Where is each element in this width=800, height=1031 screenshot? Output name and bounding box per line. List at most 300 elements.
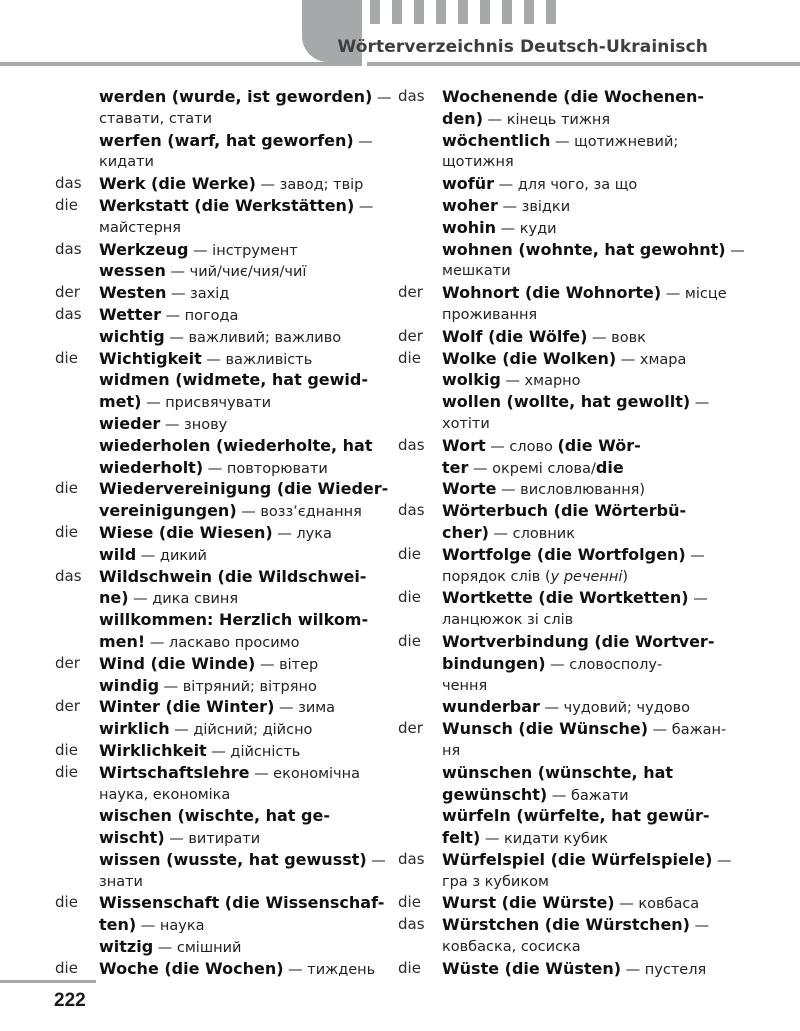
translation: ковбаска, сосиска [442, 939, 581, 956]
headword: Wurst (die Würste) [442, 893, 615, 913]
entry-text [99, 86, 396, 108]
article-label [55, 326, 99, 348]
article-label [55, 827, 99, 849]
entry-line [398, 195, 728, 217]
entry-line [398, 827, 728, 849]
entry-text [442, 239, 745, 261]
translation: — повторювати [203, 460, 328, 477]
article-label [398, 762, 442, 784]
entry-line [55, 762, 385, 784]
entry-line [398, 762, 728, 784]
entry-line [55, 871, 385, 893]
headword: Würfelspiel (die Würfelspiele) [442, 849, 713, 869]
entry-text [99, 195, 373, 217]
translation: — ковбаса [614, 896, 700, 913]
entry-line [55, 304, 385, 326]
translation: — смішний [153, 940, 242, 957]
translation: — окремі слова/ [468, 460, 596, 477]
translation: — зима [274, 700, 336, 717]
entry-line [398, 849, 732, 871]
article-label [398, 478, 442, 500]
headword: den) [442, 108, 484, 128]
headword: wohnen (wohnte, hat gewohnt) [442, 239, 726, 259]
entry-text [442, 653, 662, 675]
entry-text [99, 260, 306, 282]
headword: Wetter [99, 304, 161, 324]
entry-line [55, 566, 385, 588]
translation: — тиждень [283, 961, 376, 978]
headword: Werkzeug [99, 239, 189, 259]
entry-text [99, 892, 384, 914]
headword: men! [99, 631, 146, 651]
headword: windig [99, 675, 160, 695]
article-label [55, 805, 99, 827]
translation: — [725, 242, 745, 259]
article-label: das [55, 239, 82, 258]
headword: wünschen (wünschte, hat [442, 762, 674, 782]
entry-line [398, 260, 728, 282]
article-label: die [55, 522, 78, 541]
translation: — витирати [164, 831, 261, 848]
entry-text [99, 326, 341, 348]
article-label [398, 130, 442, 152]
entry-text [442, 304, 537, 326]
entry-line [398, 544, 728, 566]
translation: — [712, 852, 732, 869]
entry-text [99, 609, 368, 631]
entry-line [55, 195, 385, 217]
entry-line [55, 108, 385, 130]
headword: wirklich [99, 719, 170, 739]
article-label: das [55, 566, 82, 585]
translation: проживання [442, 306, 538, 323]
translation: — важливість [201, 351, 313, 368]
entry-line [55, 849, 385, 871]
entry-line [55, 260, 385, 282]
article-label: die [398, 348, 421, 367]
article-label: die [398, 958, 421, 977]
translation: — [688, 591, 708, 608]
entry-line [398, 566, 728, 588]
entry-text [442, 544, 705, 566]
translation: ставати, стати [99, 110, 212, 127]
translation: — чий/чиє/чия/чиї [165, 264, 307, 281]
headword: cher) [442, 522, 489, 542]
article-label [398, 936, 442, 958]
article-label: die [55, 195, 78, 214]
entry-line [55, 151, 385, 173]
entry-text [99, 631, 300, 653]
entry-text [99, 478, 388, 500]
translation: — чудовий; чудово [539, 700, 691, 717]
article-label: die [398, 588, 421, 607]
entry-text [99, 871, 143, 893]
translation: порядок слів ( [442, 568, 551, 585]
headword: Wörterbuch (die Wörterbü- [442, 501, 687, 521]
entry-line [398, 914, 728, 936]
entry-text [442, 762, 673, 784]
entry-text [442, 413, 490, 435]
translation: — дійсність [206, 743, 301, 760]
translation: щотижня [442, 154, 514, 171]
article-label [55, 86, 99, 108]
headword: wieder [99, 413, 161, 433]
article-label: der [55, 653, 80, 672]
entry-line [398, 522, 728, 544]
entry-line [55, 784, 385, 806]
headword: Wochenende (die Wochenen- [442, 87, 705, 106]
article-label [398, 391, 442, 413]
entry-line [55, 653, 385, 675]
entry-text [442, 391, 709, 413]
entry-text [442, 326, 646, 348]
entry-text [442, 718, 726, 740]
headword: Wildschwein (die Wildschwei- [99, 566, 367, 586]
headword: ten) [99, 915, 137, 935]
entry-line [398, 130, 728, 152]
translation: — ласкаво просимо [145, 634, 300, 651]
header-rule-right [367, 62, 800, 66]
entry-text [99, 522, 332, 544]
entry-line [55, 958, 385, 980]
translation: — висловлювання) [496, 482, 646, 499]
entry-text [99, 304, 238, 326]
entry-text [99, 587, 238, 609]
entry-line [55, 457, 385, 479]
headword: woher [442, 195, 498, 215]
article-label: das [398, 849, 425, 868]
translation: — [354, 198, 374, 215]
entry-text [442, 173, 637, 195]
translation: ланцюжок зі слів [442, 612, 574, 629]
headword: felt) [442, 828, 481, 848]
article-label [55, 108, 99, 130]
headword: Würstchen (die Würstchen) [442, 915, 690, 935]
headword: wiederholt) [99, 457, 204, 477]
headword: wiederholen (wiederholte, hat [99, 435, 373, 455]
entry-line [55, 478, 389, 500]
translation: — погода [160, 307, 239, 324]
translation: — возз’єднання [236, 504, 362, 521]
translation: — бажан- [648, 722, 727, 739]
entry-line [55, 130, 385, 152]
entry-line [398, 784, 728, 806]
headword: würfeln (würfelte, hat gewür- [442, 806, 710, 826]
headword: Wortkette (die Wortketten) [442, 588, 689, 608]
entry-text [99, 435, 372, 457]
article-label [55, 151, 99, 173]
entry-line [55, 369, 385, 391]
article-label: das [398, 501, 425, 520]
article-label: die [398, 631, 421, 650]
headword: willkommen: Herzlich wilkom- [99, 610, 369, 630]
article-label [55, 718, 99, 740]
translation: кидати [99, 154, 154, 171]
article-label [398, 740, 442, 762]
headword: ter [442, 457, 469, 477]
entry-line [55, 827, 385, 849]
headword: wild [99, 544, 137, 564]
article-label [398, 260, 442, 282]
translation: — вітер [255, 656, 319, 673]
headword: Wirtschaftslehre [99, 762, 250, 782]
entry-text [99, 718, 312, 740]
entry-text [99, 457, 328, 479]
article-label [398, 566, 442, 588]
headword: ne) [99, 588, 129, 608]
headword: (die Wör- [557, 435, 641, 455]
article-label [55, 914, 99, 936]
entry-text [442, 631, 714, 653]
translation: — дійсний; дійсно [169, 722, 313, 739]
entry-text [99, 500, 362, 522]
translation: — кидати кубик [480, 831, 609, 848]
translation: — [372, 90, 397, 106]
entry-text [99, 391, 271, 413]
headword: Worte [442, 479, 497, 499]
article-label [55, 784, 99, 806]
entry-text [99, 282, 229, 304]
entry-text [442, 805, 710, 827]
headword: wichtig [99, 326, 165, 346]
entry-text [99, 413, 227, 435]
translation: — дикий [136, 547, 207, 564]
entry-text [99, 217, 181, 239]
translation: — дика свиня [128, 591, 239, 608]
article-label [55, 587, 99, 609]
entry-line [55, 500, 385, 522]
article-label [55, 544, 99, 566]
entry-line [55, 326, 385, 348]
entry-text [442, 478, 645, 500]
article-label [55, 391, 99, 413]
entry-text [99, 130, 373, 152]
entry-line [55, 740, 385, 762]
entry-line [398, 936, 728, 958]
entry-line [398, 587, 728, 609]
headword: met) [99, 392, 142, 412]
translation: чення [442, 677, 488, 694]
dictionary-column-right [398, 86, 745, 980]
article-label: das [398, 87, 425, 105]
article-label [398, 173, 442, 195]
headword: Wort [442, 435, 486, 455]
entry-line [398, 173, 728, 195]
article-label [398, 609, 442, 631]
entry-text [99, 653, 318, 675]
article-label [55, 631, 99, 653]
headword: wunderbar [442, 697, 540, 717]
translation: — економічна [249, 765, 360, 782]
entry-line [398, 478, 728, 500]
translation: — [366, 852, 386, 869]
article-label [55, 369, 99, 391]
usage-note: у реченні [550, 568, 623, 585]
headword: wofür [442, 174, 495, 194]
dictionary-column-left [55, 86, 397, 980]
article-label [398, 827, 442, 849]
headword: Wortfolge (die Wortfolgen) [442, 544, 686, 564]
translation: — бажати [547, 787, 629, 804]
entry-line [55, 413, 385, 435]
translation: — лука [272, 525, 332, 542]
translation: хотіти [442, 415, 490, 432]
entry-text [442, 282, 727, 304]
headword: Wiedervereinigung (die Wieder- [99, 479, 389, 499]
article-label [398, 239, 442, 261]
article-label [398, 457, 442, 479]
entry-text [442, 740, 460, 762]
article-label [55, 500, 99, 522]
entry-text [442, 435, 641, 457]
headword: Winter (die Winter) [99, 697, 275, 717]
headword: Wohnort (die Wohnorte) [442, 283, 662, 303]
translation: — місце [661, 286, 727, 303]
entry-line [398, 696, 728, 718]
translation: — [685, 547, 705, 564]
entry-text [99, 566, 366, 588]
entry-text [99, 151, 154, 173]
entry-line [55, 173, 385, 195]
entry-line [55, 348, 385, 370]
entry-text [442, 500, 686, 522]
entry-text [442, 696, 690, 718]
translation: наука, економіка [99, 786, 231, 803]
headword: vereinigungen) [99, 501, 237, 521]
entry-text [99, 936, 241, 958]
article-label: das [398, 915, 425, 934]
entry-line [398, 457, 728, 479]
entry-line [398, 282, 728, 304]
headword: Wolke (die Wolken) [442, 348, 617, 368]
translation: — слово [485, 438, 558, 455]
article-label [398, 108, 442, 130]
translation: — хмара [616, 351, 687, 368]
entry-line [55, 239, 385, 261]
entry-text [99, 696, 335, 718]
entry-line [398, 239, 745, 261]
article-label [55, 413, 99, 435]
entry-line [55, 217, 385, 239]
entry-line [398, 892, 728, 914]
entry-text [442, 108, 610, 130]
translation: — для чого, за що [494, 177, 638, 194]
headword: Wiese (die Wiesen) [99, 522, 273, 542]
entry-text [99, 914, 205, 936]
entry-text [442, 151, 514, 173]
entry-text [99, 173, 363, 195]
entry-line [398, 304, 728, 326]
headword: gewünscht) [442, 784, 548, 804]
entry-line [398, 631, 728, 653]
headword: Werkstatt (die Werkstätten) [99, 195, 355, 215]
entry-text [442, 587, 708, 609]
article-label: die [398, 893, 421, 912]
article-label [55, 457, 99, 479]
article-label [398, 195, 442, 217]
entry-line [398, 958, 728, 980]
article-label: die [55, 348, 78, 367]
entry-text [99, 348, 312, 370]
translation: — завод; твір [255, 177, 364, 194]
entry-text [442, 675, 487, 697]
translation: — інструмент [188, 242, 298, 259]
entry-line [55, 892, 385, 914]
entry-line [398, 151, 728, 173]
entry-line [55, 609, 385, 631]
headword: wolkig [442, 370, 501, 390]
entry-text [99, 239, 298, 261]
translation: — захід [166, 286, 230, 303]
article-label [55, 260, 99, 282]
article-label: die [398, 544, 421, 563]
translation: ) [622, 568, 629, 585]
headword: Wirklichkeit [99, 740, 207, 760]
article-label [55, 675, 99, 697]
translation: — куди [496, 220, 557, 237]
entry-text [442, 217, 557, 239]
entry-text [99, 544, 207, 566]
entry-line [398, 326, 728, 348]
article-label: das [55, 174, 82, 193]
entry-text [99, 827, 260, 849]
translation: — наука [136, 918, 205, 935]
entry-text [99, 762, 360, 784]
article-label: der [398, 326, 423, 345]
translation: — словник [488, 525, 575, 542]
article-label: das [398, 435, 425, 454]
translation: — пустеля [621, 961, 707, 978]
headword: bindungen) [442, 653, 546, 673]
article-label [398, 304, 442, 326]
entry-text [442, 195, 570, 217]
headword: Wortverbindung (die Wortver- [442, 631, 715, 651]
article-label: der [55, 697, 80, 716]
entry-text [99, 108, 212, 130]
entry-text [442, 609, 573, 631]
article-label [398, 871, 442, 893]
headword: werfen (warf, hat geworfen) [99, 130, 354, 150]
entry-text [442, 892, 699, 914]
headword: wischen (wischte, hat ge- [99, 806, 330, 826]
translation: ня [442, 742, 461, 759]
entry-text [442, 369, 581, 391]
translation: — вітряний; вітряно [159, 678, 317, 695]
article-label [55, 871, 99, 893]
entry-line [55, 86, 397, 108]
translation: — вовк [587, 329, 646, 346]
headword: wohin [442, 217, 497, 237]
headword: Westen [99, 283, 167, 303]
entry-text [442, 86, 704, 108]
article-label: das [55, 304, 82, 323]
entry-line [398, 871, 728, 893]
headword: wissen (wusste, hat gewusst) [99, 849, 367, 869]
headword: wollen (wollte, hat gewollt) [442, 392, 691, 412]
entry-line [55, 522, 385, 544]
entry-line [55, 718, 385, 740]
footer-rule [0, 980, 96, 983]
entry-text [442, 914, 709, 936]
translation: — хмарно [500, 373, 581, 390]
translation: — словосполу- [545, 656, 663, 673]
article-label [55, 849, 99, 871]
translation: — [690, 395, 710, 412]
translation: — важливий; важливо [164, 329, 342, 346]
entry-text [442, 849, 732, 871]
headword: Wolf (die Wölfe) [442, 326, 588, 346]
article-label [398, 522, 442, 544]
